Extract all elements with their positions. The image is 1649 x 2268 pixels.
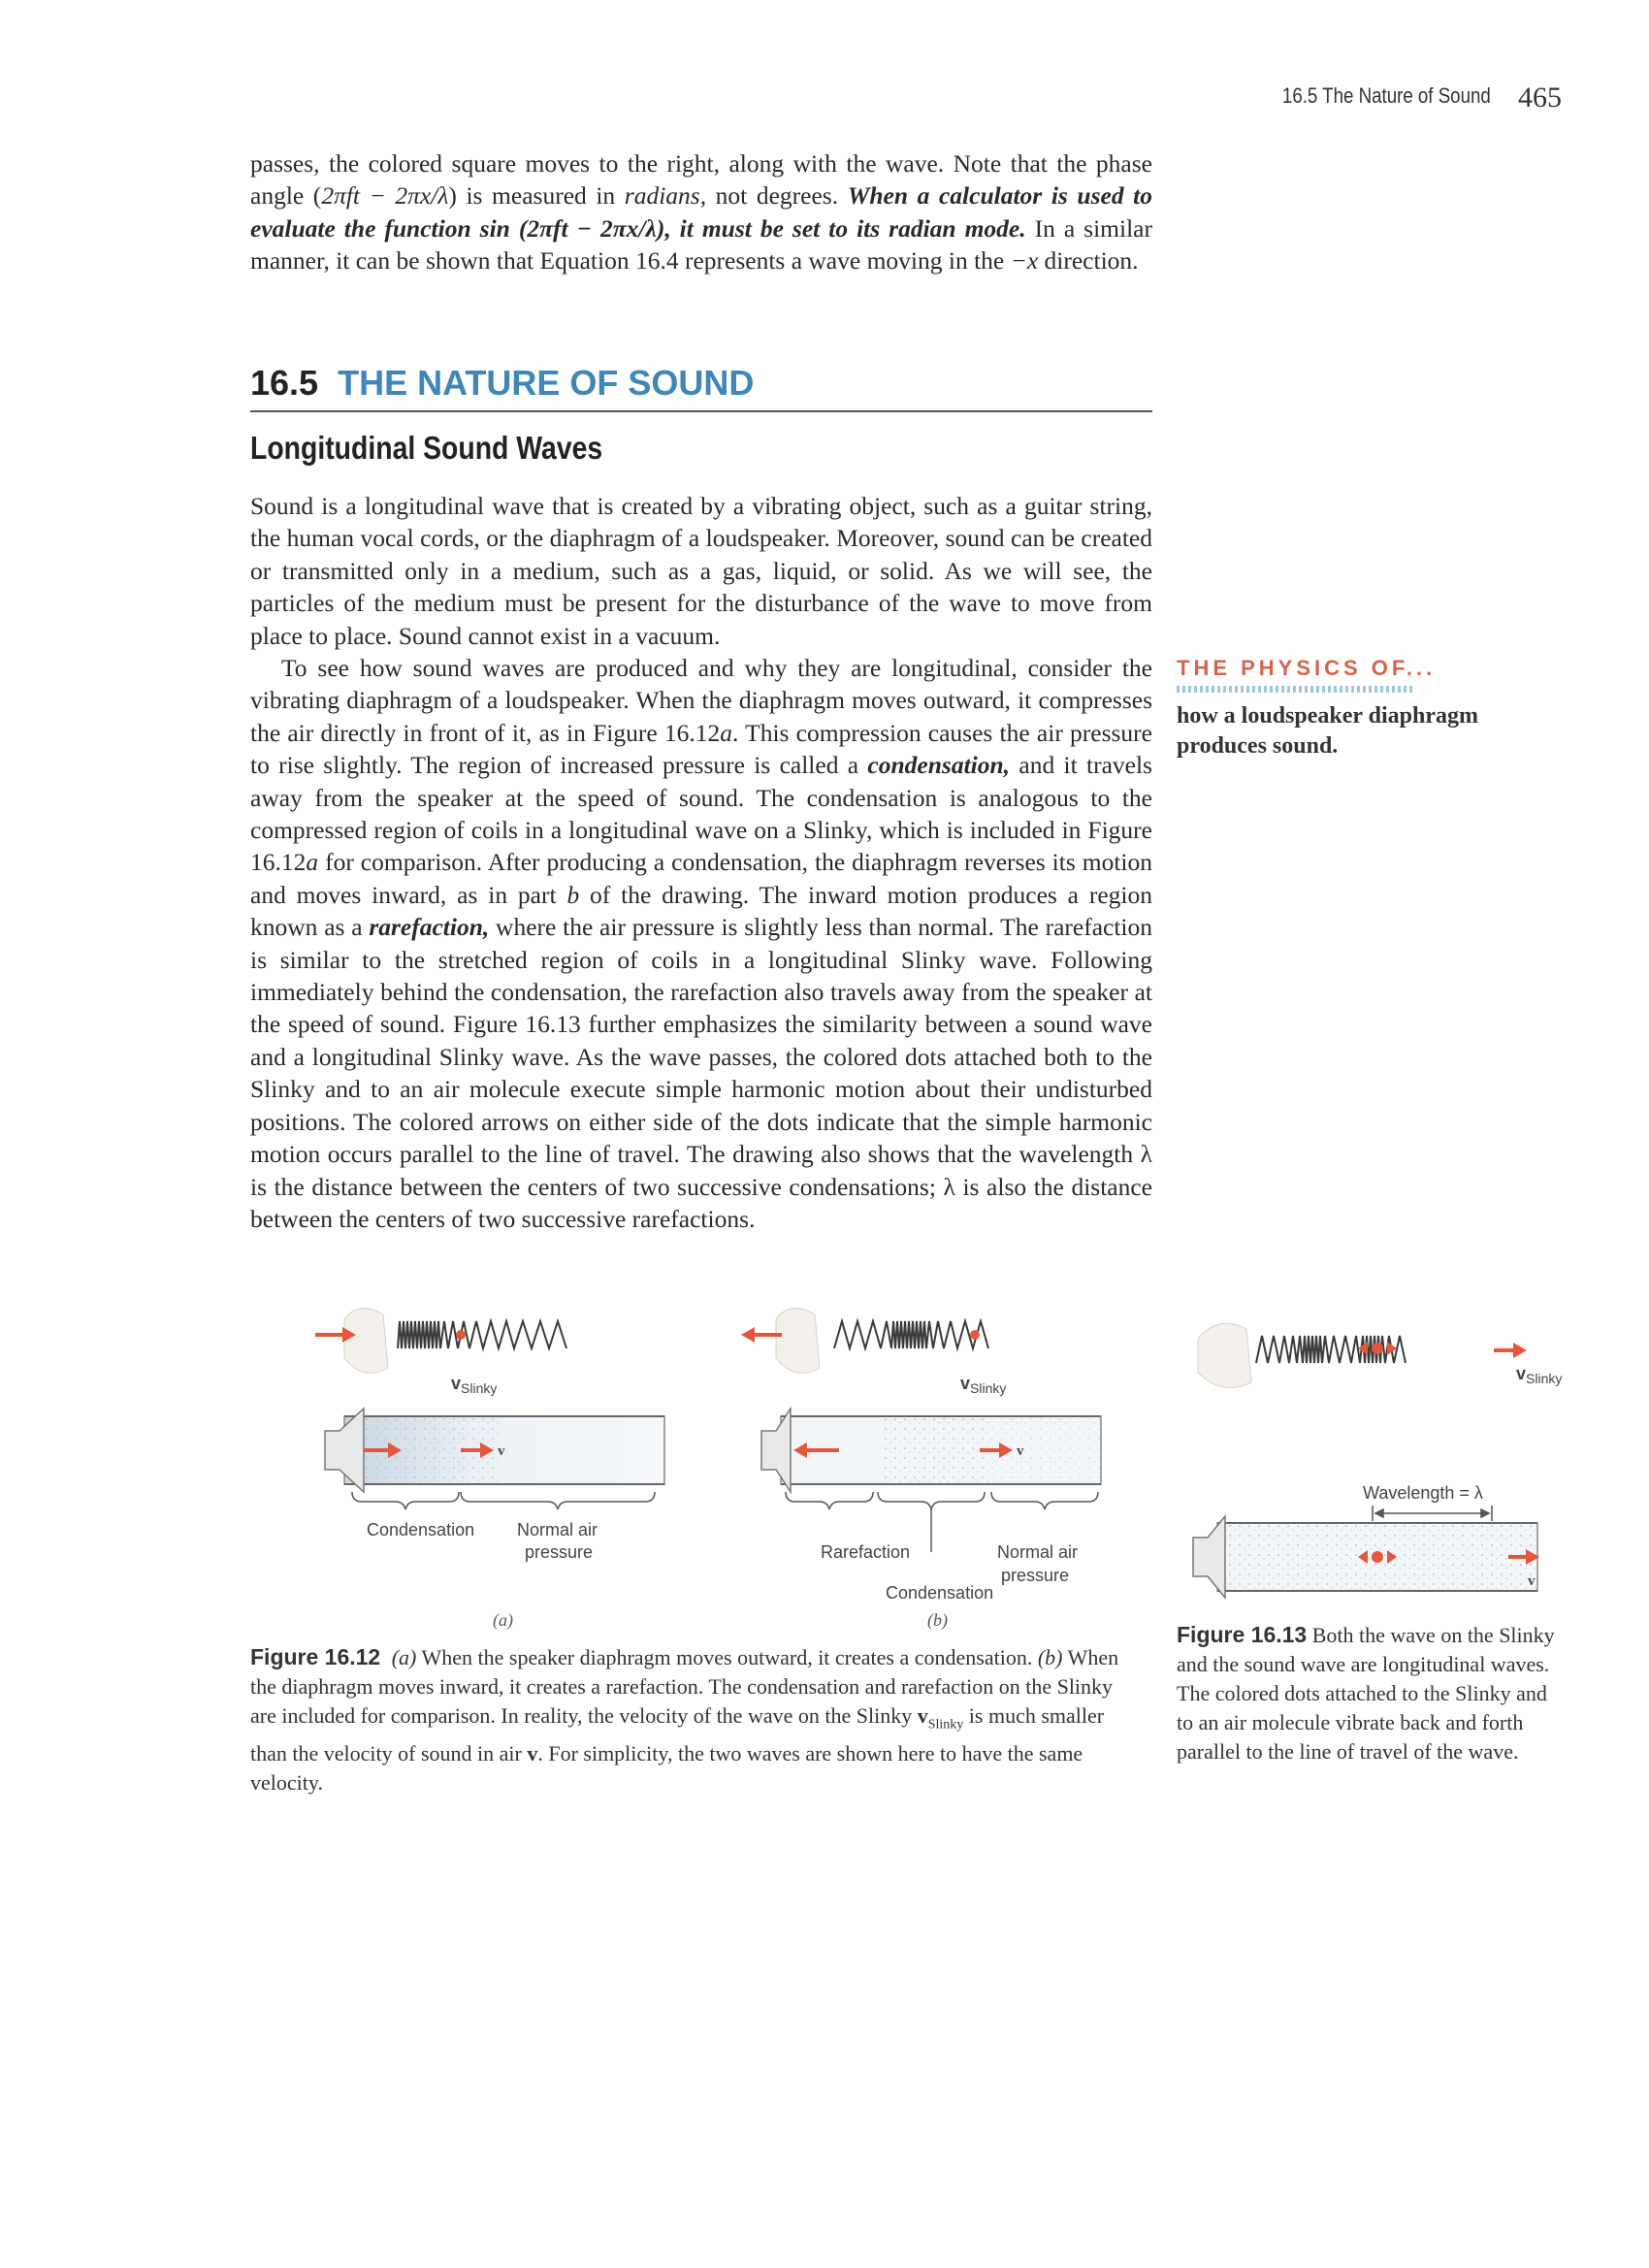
intro-paragraph: passes, the colored square moves to the right, along with the wave. Note that the phase angle (2πft − 2πx/λ) is measured in radians, not degrees. When a calculator is used to evaluate the function sin (2πft − 2πx/λ), it must be set to its radian mode. In a similar manner, it can be shown that Equation 16.4 represents a wave moving in the −x direction.	[250, 149, 1153, 275]
hand-icon	[1198, 1323, 1251, 1387]
v-slinky-sub: Slinky	[970, 1380, 1007, 1396]
section-number: 16.5	[250, 363, 319, 403]
v-slinky-label: v	[960, 1374, 971, 1393]
wavelength-arrow	[1373, 1506, 1492, 1521]
speaker-icon	[1193, 1516, 1225, 1598]
slinky-dot	[456, 1330, 466, 1340]
label-condensation: Condensation	[367, 1520, 475, 1539]
v-slinky-sub: Slinky	[1526, 1371, 1563, 1386]
v-label: v	[498, 1443, 505, 1459]
svg-text:vSlinky	[451, 1374, 497, 1396]
sublabel-b: (b)	[927, 1610, 948, 1630]
running-header-title: 16.5 The Nature of Sound	[1282, 83, 1491, 108]
brace-rarefaction	[786, 1492, 873, 1509]
label-condensation: Condensation	[886, 1583, 994, 1603]
section-heading	[250, 363, 1152, 404]
label-pressure: pressure	[1001, 1566, 1070, 1585]
slinky-dot	[970, 1330, 980, 1340]
label-rarefaction: Rarefaction	[821, 1542, 911, 1562]
figure-16-13	[1179, 1310, 1567, 1610]
wavelength-label: Wavelength = λ	[1363, 1483, 1483, 1503]
figure-16-12a	[306, 1300, 694, 1630]
paragraph-2: To see how sound waves are produced and why they are longitudinal, consider the vibrating diaphragm of a loudspeaker. When the diaphragm moves outward, it compresses the air directly in front of it, as in Figure 16.12a. This compression causes the air pressure to rise slightly. The region of increased pressure is called a condensation, and it travels away from the speaker at the speed of sound. The condensation is analogous to the compressed region of coils in a longitudinal wave on a Slinky, which is included in Figure 16.12a for comparison. After producing a condensation, the diaphragm reverses its motion and moves inward, as in part b of the drawing. The inward motion produces a region known as a rarefaction, where the air pressure is slightly less than normal. The rarefaction is similar to the stretched region of coils in a longitudinal Slinky wave. Following immediately behind the condensation, the rarefaction also travels away from the speaker at the speed of sound. Figure 16.13 further emphasizes the similarity between a sound wave and a longitudinal Slinky wave. As the wave passes, the colored dots attached both to the Slinky and to an air molecule execute simple harmonic motion about their undisturbed positions. The colored arrows on either side of the dots indicate that the simple harmonic motion occurs parallel to the line of travel. The drawing also shows that the wavelength λ is the distance between the centers of two successive condensations; λ is also the distance between the centers of two successive rarefactions.	[250, 654, 1153, 1233]
figure-16-12b	[737, 1300, 1125, 1630]
v-label: v	[1528, 1573, 1536, 1589]
label-normal-air: Normal air	[997, 1542, 1079, 1562]
hand-icon	[776, 1309, 820, 1374]
slinky-coils	[834, 1321, 988, 1348]
brace-normal	[991, 1492, 1098, 1509]
physics-of-rule	[1177, 686, 1414, 693]
brace-condensation	[352, 1492, 459, 1509]
physics-of-heading: THE PHYSICS OF...	[1177, 656, 1437, 680]
svg-text:vSlinky	[960, 1374, 1006, 1396]
slinky-velocity-arrow-icon	[1494, 1343, 1527, 1358]
subsection-heading: Longitudinal Sound Waves	[250, 430, 603, 466]
v-slinky-label: v	[1516, 1364, 1527, 1383]
sublabel-a: (a)	[493, 1610, 513, 1630]
figure-16-13-caption: Figure 16.13 Both the wave on the Slinky and the sound wave are longitudinal waves. The colored dots attached to the Slinky and to an air molecule vibrate back and forth parallel to the line of travel of the wave.	[1177, 1622, 1555, 1764]
svg-text:vSlinky	[1516, 1364, 1562, 1386]
page-number: 465	[1518, 81, 1562, 113]
figure-16-12-caption: Figure 16.12 (a) When the speaker diaphragm moves outward, it creates a condensation. (b) When the diaphragm moves inward, it creates a rarefaction. The condensation and rarefaction on the Slinky are included for comparison. In reality, the velocity of the wave on the Slinky $v_{Slinky}$ is much smaller than the velocity of sound in air v. For simplicity, the two waves are shown here to have the same velocity.	[250, 1644, 1119, 1796]
v-slinky-label: v	[451, 1374, 462, 1393]
label-normal-air: Normal air	[517, 1520, 598, 1539]
physics-of-text: how a loudspeaker diaphragm produces sound.	[1177, 703, 1478, 759]
v-label: v	[1017, 1443, 1024, 1459]
section-title: THE NATURE OF SOUND	[338, 363, 755, 403]
hand-icon	[344, 1309, 388, 1374]
label-pressure: pressure	[525, 1542, 594, 1562]
paragraph-1: Sound is a longitudinal wave that is created by a vibrating object, such as a guitar string, the human vocal cords, or the diaphragm of a loudspeaker. Moreover, sound can be created or transmitted only in a medium, such as a gas, liquid, or solid. As we will see, the particles of the medium must be present for the disturbance of the wave to move from place to place. Sound cannot exist in a vacuum.	[250, 492, 1152, 650]
slinky-coils	[398, 1321, 566, 1348]
section-rule	[250, 410, 1152, 412]
brace-normal	[461, 1492, 655, 1509]
term-condensation: condensation,	[867, 751, 1011, 780]
brace-condensation	[878, 1492, 985, 1509]
v-slinky-sub: Slinky	[461, 1380, 498, 1396]
term-rarefaction: rarefaction,	[369, 913, 490, 942]
speaker-icon	[761, 1409, 791, 1492]
